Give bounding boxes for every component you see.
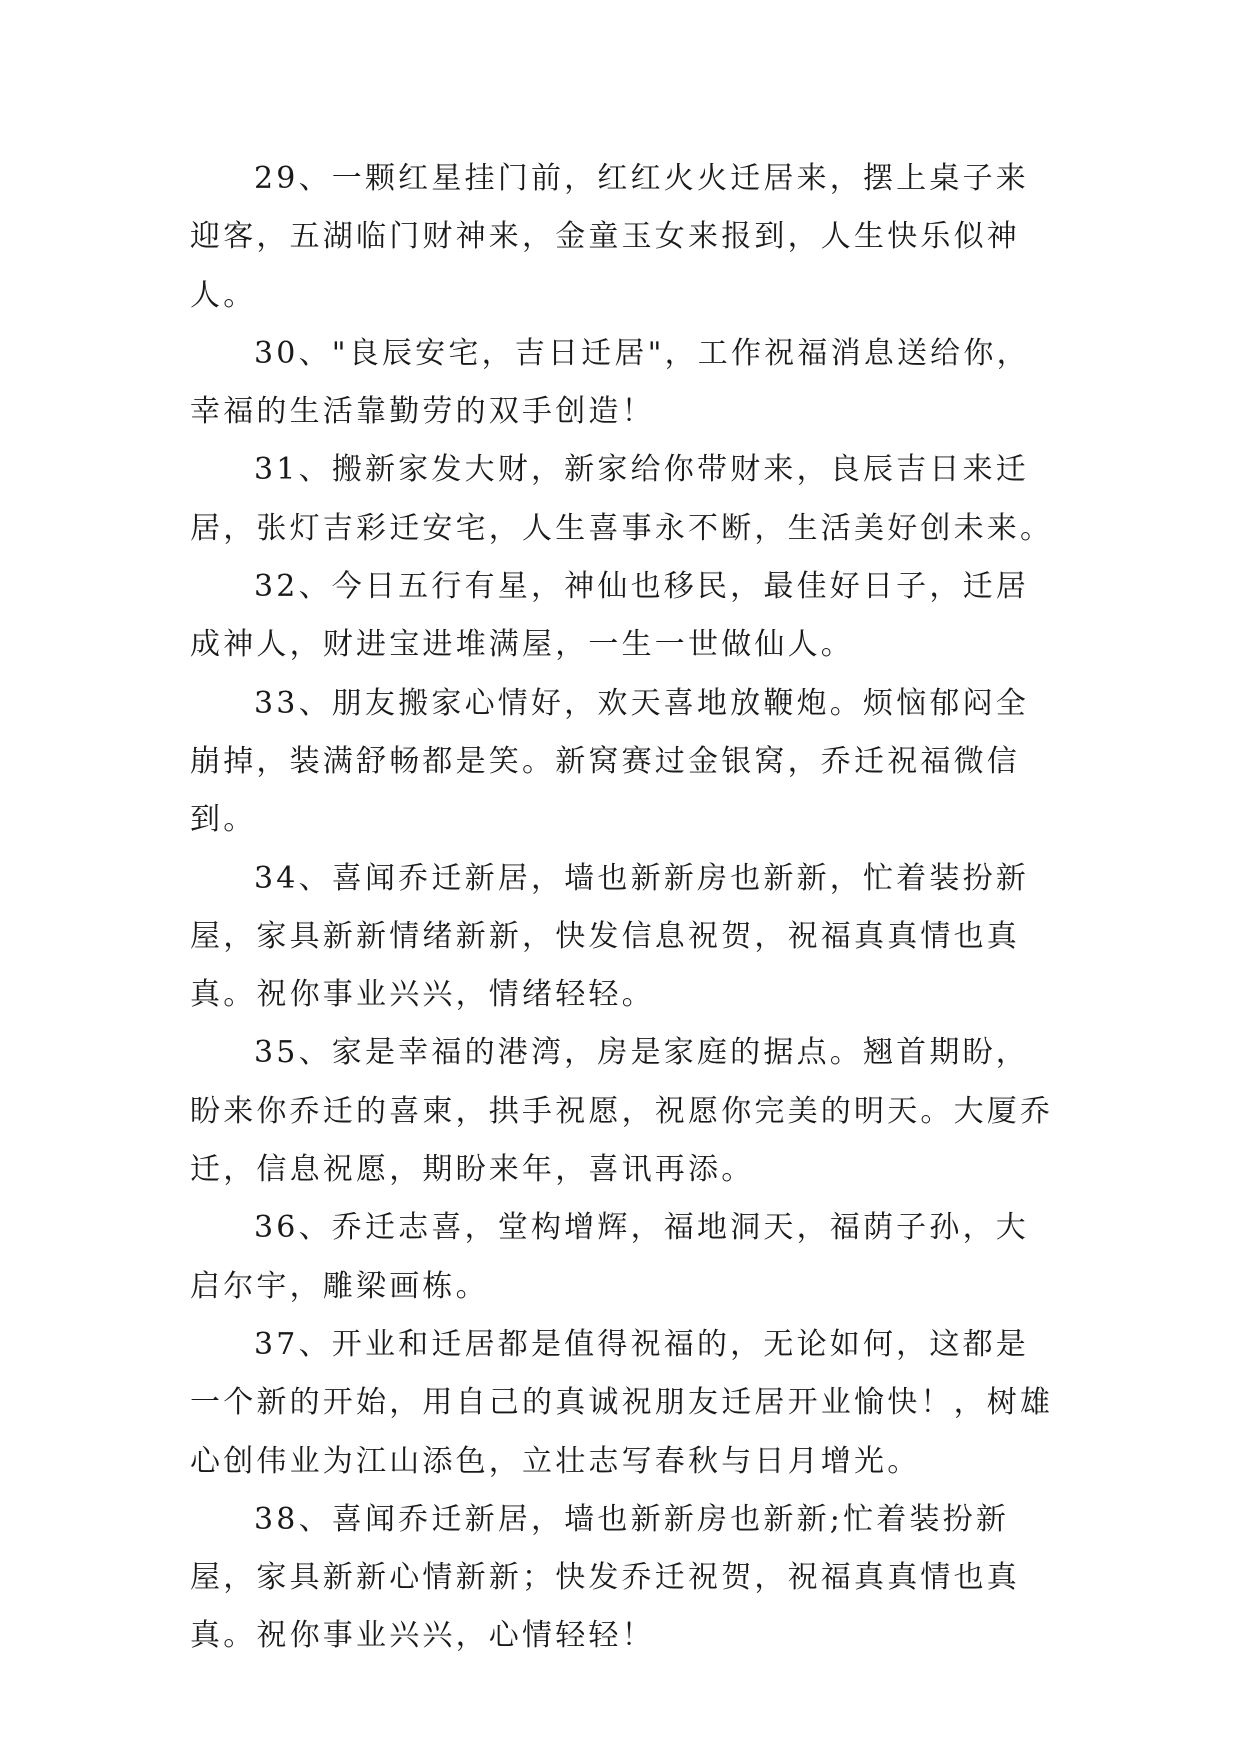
paragraph-30: 30、"良辰安宅，吉日迁居"，工作祝福消息送给你，幸福的生活靠勤劳的双手创造！ [190, 335, 1030, 430]
paragraph-33: 33、朋友搬家心情好，欢天喜地放鞭炮。烦恼郁闷全崩掉，装满舒畅都是笑。新窝赛过金银窝，乔迁祝福微信到。 [190, 685, 1029, 838]
paragraph-29: 29、一颗红星挂门前，红红火火迁居来，摆上桌子来迎客，五湖临门财神来，金童玉女来报到，人生快乐似神人。 [190, 161, 1029, 313]
paragraph-37: 37、开业和迁居都是值得祝福的，无论如何，这都是一个新的开始，用自己的真诚祝朋友迁居开业愉快！，树雄心创伟业为江山添色，立壮志写春秋与日月增光。 [190, 1326, 1054, 1479]
paragraph-36: 36、乔迁志喜，堂构增辉，福地洞天，福荫子孙，大启尔宇，雕梁画栋。 [190, 1210, 1029, 1304]
paragraph-35: 35、家是幸福的港湾，房是家庭的据点。翘首期盼，盼来你乔迁的喜柬，拱手祝愿，祝愿你完美的明天。大厦乔迁，信息祝愿，期盼来年，喜讯再添。 [190, 1035, 1054, 1188]
document-body [190, 150, 1056, 1666]
paragraph-38: 38、喜闻乔迁新居，墙也新新房也新新;忙着装扮新屋，家具新新心情新新；快发乔迁祝贺，祝福真真情也真真。祝你事业兴兴，心情轻轻！ [190, 1501, 1020, 1654]
paragraph-31: 31、搬新家发大财，新家给你带财来，良辰吉日来迁居，张灯吉彩迁安宅，人生喜事永不断，生活美好创未来。 [190, 452, 1054, 546]
paragraph-32: 32、今日五行有星，神仙也移民，最佳好日子，迁居成神人，财进宝进堆满屋，一生一世做仙人。 [190, 569, 1029, 663]
paragraph-34: 34、喜闻乔迁新居，墙也新新房也新新，忙着装扮新屋，家具新新情绪新新，快发信息祝贺，祝福真真情也真真。祝你事业兴兴，情绪轻轻。 [190, 860, 1029, 1013]
